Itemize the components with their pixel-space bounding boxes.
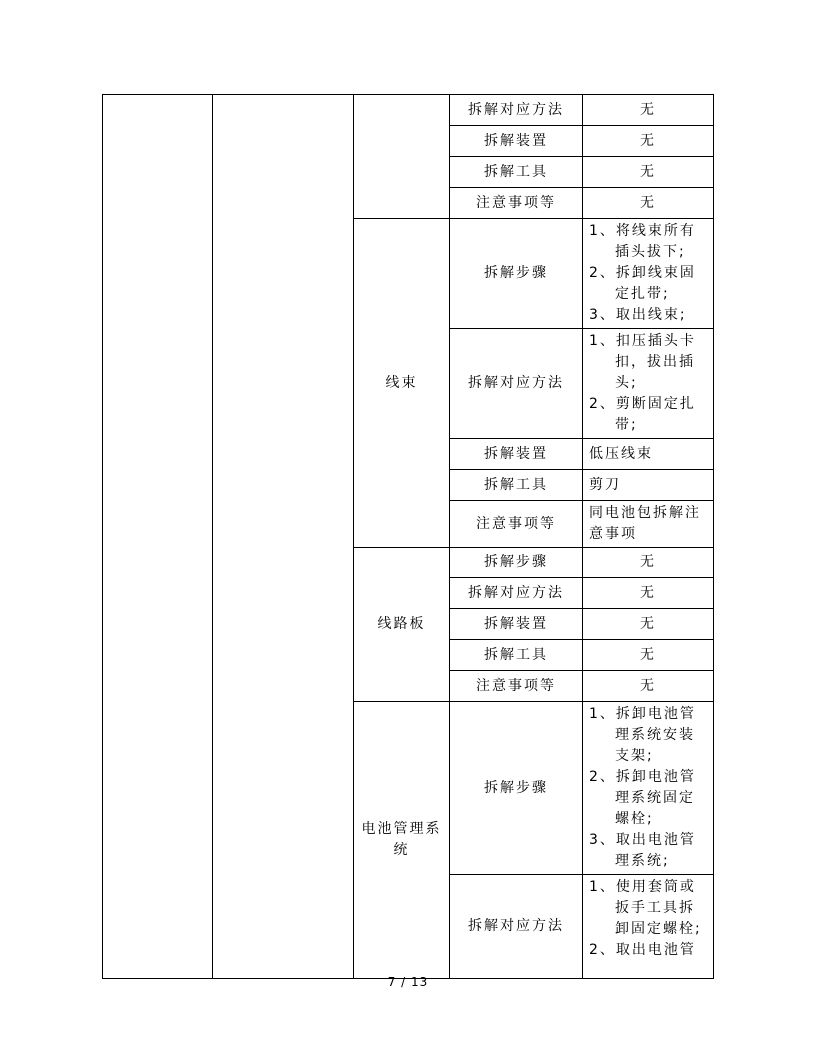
bms-method-label: 拆解对应方法 bbox=[450, 875, 583, 979]
board-device-label: 拆解装置 bbox=[450, 609, 583, 640]
component-cell-continued bbox=[354, 95, 450, 219]
board-notes-value: 无 bbox=[583, 671, 714, 702]
board-steps-value: 无 bbox=[583, 548, 714, 578]
step-item: 2、拆卸线束固定扎带; bbox=[589, 265, 696, 302]
board-method-label: 拆解对应方法 bbox=[450, 578, 583, 609]
board-device-value: 无 bbox=[583, 609, 714, 640]
empty-column-1 bbox=[103, 95, 213, 979]
method-value: 无 bbox=[583, 95, 714, 126]
harness-method bbox=[583, 329, 714, 439]
step-item: 1、将线束所有插头拔下; bbox=[589, 223, 696, 260]
board-tool-value: 无 bbox=[583, 640, 714, 671]
notes-value: 无 bbox=[583, 188, 714, 219]
method-item: 1、使用套筒或扳手工具拆卸固定螺栓; bbox=[589, 879, 702, 937]
tool-label: 拆解工具 bbox=[450, 157, 583, 188]
method-label: 拆解对应方法 bbox=[450, 95, 583, 126]
harness-device-value: 低压线束 bbox=[583, 439, 714, 470]
board-tool-label: 拆解工具 bbox=[450, 640, 583, 671]
harness-notes-label: 注意事项等 bbox=[450, 501, 583, 548]
method-item: 2、剪断固定扎带; bbox=[589, 396, 696, 433]
harness-method-label: 拆解对应方法 bbox=[450, 329, 583, 439]
step-item: 3、取出电池管理系统; bbox=[589, 832, 696, 869]
harness-steps bbox=[583, 219, 714, 329]
harness-tool-value: 剪刀 bbox=[583, 470, 714, 501]
step-item: 2、拆卸电池管理系统固定螺栓; bbox=[589, 769, 696, 827]
component-wiring-harness: 线束 bbox=[354, 219, 450, 548]
board-method-value: 无 bbox=[583, 578, 714, 609]
disassembly-table bbox=[102, 94, 714, 979]
step-item: 1、拆卸电池管理系统安装支架; bbox=[589, 706, 696, 764]
harness-device-label: 拆解装置 bbox=[450, 439, 583, 470]
tool-value: 无 bbox=[583, 157, 714, 188]
harness-tool-label: 拆解工具 bbox=[450, 470, 583, 501]
method-item: 2、取出电池管 bbox=[589, 942, 696, 958]
device-label: 拆解装置 bbox=[450, 126, 583, 157]
harness-notes-value: 同电池包拆解注意事项 bbox=[583, 501, 714, 548]
notes-label: 注意事项等 bbox=[450, 188, 583, 219]
bms-steps bbox=[583, 702, 714, 875]
method-item: 1、扣压插头卡扣，拔出插头; bbox=[589, 333, 696, 391]
step-item: 3、取出线束; bbox=[589, 307, 687, 323]
device-value: 无 bbox=[583, 126, 714, 157]
bms-method bbox=[583, 875, 714, 979]
empty-column-2 bbox=[213, 95, 354, 979]
bms-steps-label: 拆解步骤 bbox=[450, 702, 583, 875]
component-bms: 电池管理系统 bbox=[354, 702, 450, 979]
page-number: 7 / 13 bbox=[387, 975, 429, 989]
harness-steps-label: 拆解步骤 bbox=[450, 219, 583, 329]
board-notes-label: 注意事项等 bbox=[450, 671, 583, 702]
component-circuit-board: 线路板 bbox=[354, 548, 450, 702]
board-steps-label: 拆解步骤 bbox=[450, 548, 583, 578]
